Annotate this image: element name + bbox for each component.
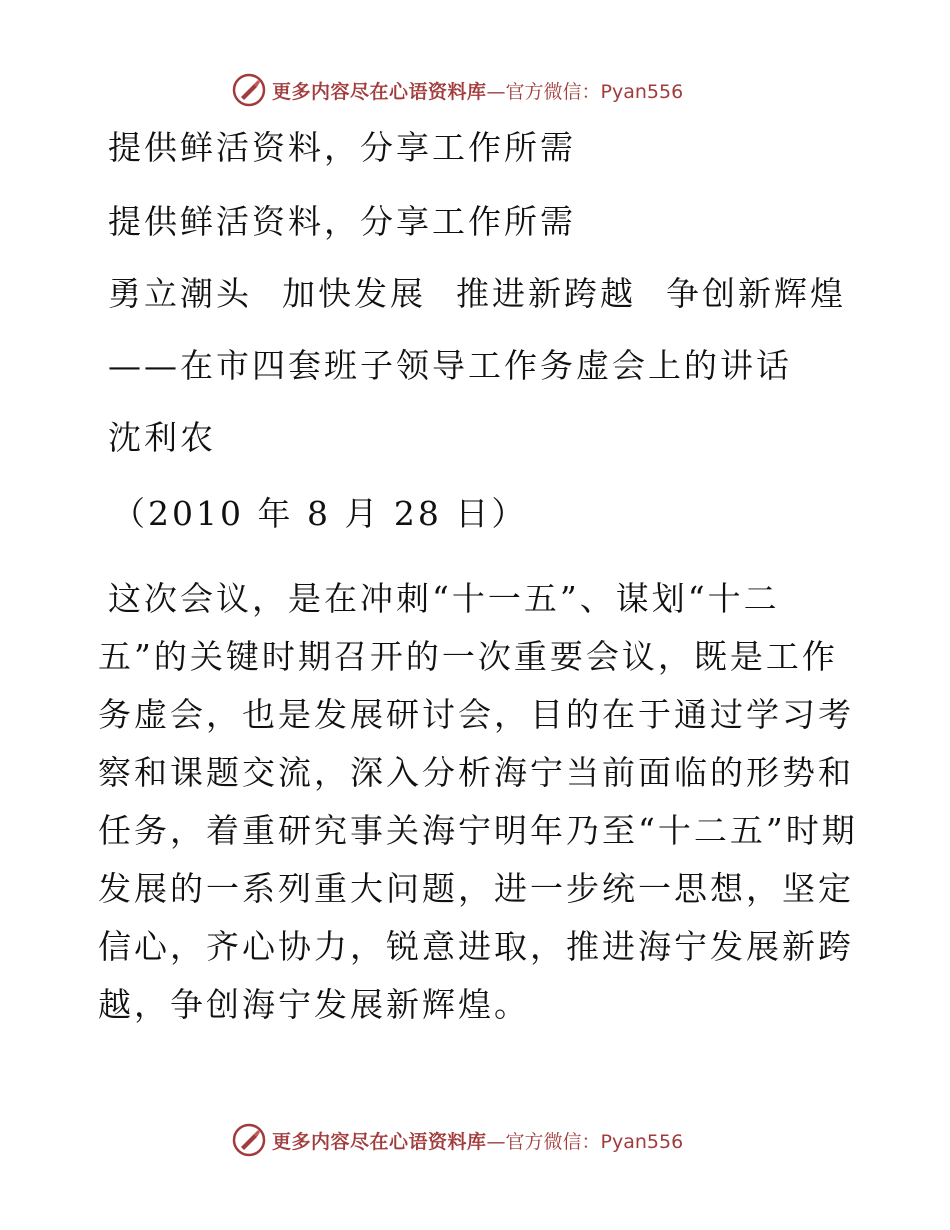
pen-logo-icon bbox=[232, 73, 266, 107]
pen-logo-icon bbox=[232, 1123, 266, 1157]
header-banner-main: 更多内容尽在心语资料库 bbox=[272, 80, 487, 103]
title-part-1: 勇立潮头 bbox=[108, 274, 252, 313]
body-paragraph: 这次会议，是在冲刺“十一五”、谋划“十二五”的关键时期召开的一次重要会议，既是工作务虚会，也是发展研讨会，目的在于通过学习考察和课题交流，深入分析海宁当前面临的形势和任务，着重研究事关海宁明年乃至“十二五”时期发展的一系列重大问题，进一步统一思想，坚定信心，齐心协力，锐意进取，推进海宁发展新跨越，争创海宁发展新辉煌。 bbox=[98, 579, 858, 1024]
slogan-line-2: 提供鲜活资料，分享工作所需 bbox=[108, 202, 576, 241]
title-part-4: 争创新辉煌 bbox=[666, 274, 846, 313]
title-part-2: 加快发展 bbox=[282, 274, 426, 313]
speech-title bbox=[108, 274, 846, 314]
footer-banner-sub: —官方微信：Pyan556 bbox=[486, 1130, 684, 1153]
slogan-line-1: 提供鲜活资料，分享工作所需 bbox=[108, 128, 576, 167]
speech-subtitle: ——在市四套班子领导工作务虚会上的讲话 bbox=[108, 346, 792, 385]
footer-banner bbox=[232, 1120, 683, 1160]
speech-date: （2010 年 8 月 28 日） bbox=[112, 494, 528, 533]
footer-banner-main: 更多内容尽在心语资料库 bbox=[272, 1130, 487, 1153]
speech-author: 沈利农 bbox=[108, 418, 216, 457]
header-banner bbox=[232, 70, 683, 110]
header-banner-sub: —官方微信：Pyan556 bbox=[486, 80, 684, 103]
title-part-3: 推进新跨越 bbox=[456, 274, 636, 313]
